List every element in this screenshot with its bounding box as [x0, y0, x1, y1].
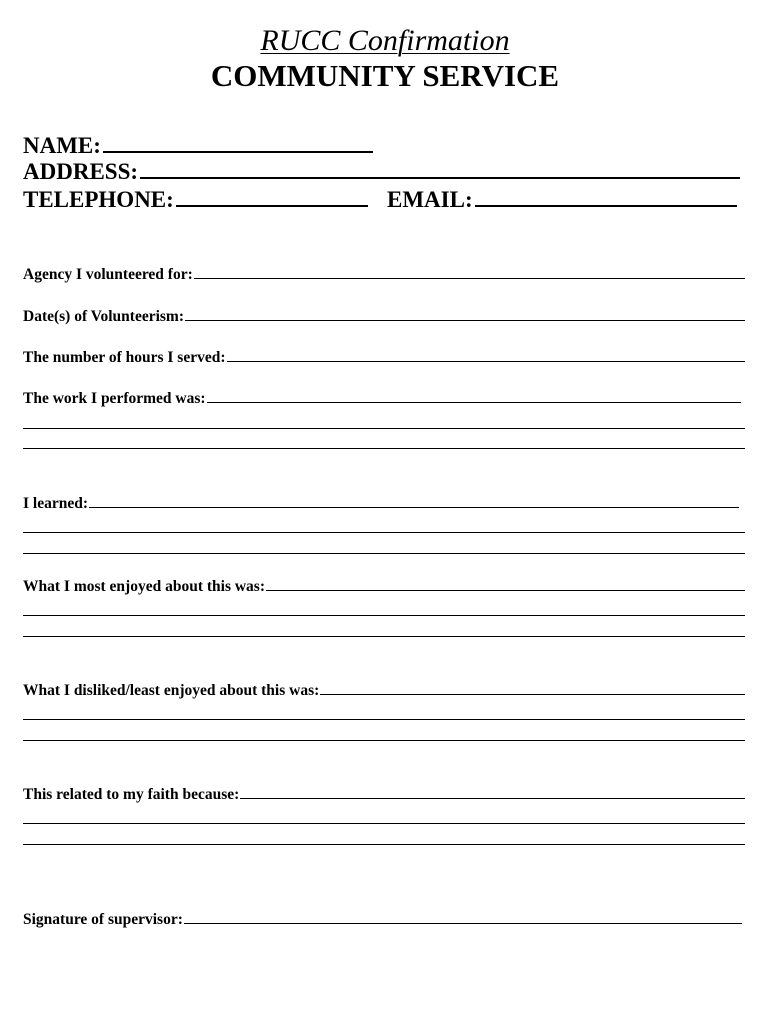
faith-row — [23, 784, 745, 805]
faith-label: This related to my faith because: — [23, 786, 240, 803]
enjoyed-field[interactable] — [266, 576, 745, 591]
learned-line-3[interactable] — [23, 553, 745, 554]
disliked-line-2[interactable] — [23, 719, 745, 720]
telephone-label: TELEPHONE: — [23, 187, 174, 212]
email-field[interactable] — [475, 185, 737, 207]
name-field[interactable] — [103, 131, 373, 153]
faith-line-2[interactable] — [23, 823, 745, 824]
email-row — [387, 185, 737, 214]
learned-line-2[interactable] — [23, 532, 745, 533]
email-label: EMAIL: — [387, 187, 473, 212]
dates-label: Date(s) of Volunteerism: — [23, 308, 185, 325]
faith-field[interactable] — [240, 784, 745, 799]
work-field[interactable] — [207, 388, 741, 403]
faith-line-3[interactable] — [23, 844, 745, 845]
signature-label: Signature of supervisor: — [23, 911, 183, 928]
dates-row — [23, 306, 745, 327]
hours-field[interactable] — [227, 347, 745, 362]
agency-field[interactable] — [194, 264, 745, 279]
work-line-3[interactable] — [23, 448, 745, 449]
enjoyed-label: What I most enjoyed about this was: — [23, 578, 265, 595]
agency-label: Agency I volunteered for: — [23, 266, 193, 283]
dates-field[interactable] — [185, 306, 745, 321]
work-line-2[interactable] — [23, 428, 745, 429]
name-label: NAME: — [23, 133, 101, 158]
learned-row — [23, 493, 739, 514]
form-subtitle: RUCC Confirmation — [260, 24, 510, 57]
hours-row — [23, 347, 745, 368]
name-row — [23, 131, 373, 160]
disliked-field[interactable] — [320, 680, 745, 695]
work-label: The work I performed was: — [23, 390, 206, 407]
address-field[interactable] — [140, 157, 740, 179]
telephone-field[interactable] — [176, 185, 368, 207]
form-title: COMMUNITY SERVICE — [210, 58, 560, 93]
learned-field[interactable] — [89, 493, 739, 508]
disliked-row — [23, 680, 745, 701]
hours-label: The number of hours I served: — [23, 349, 226, 366]
enjoyed-line-3[interactable] — [23, 636, 745, 637]
signature-field[interactable] — [184, 909, 742, 924]
address-label: ADDRESS: — [23, 159, 139, 184]
address-row — [23, 157, 740, 186]
telephone-row — [23, 185, 368, 214]
enjoyed-line-2[interactable] — [23, 615, 745, 616]
learned-label: I learned: — [23, 495, 89, 512]
disliked-label: What I disliked/least enjoyed about this was: — [23, 682, 320, 699]
disliked-line-3[interactable] — [23, 740, 745, 741]
agency-row — [23, 264, 745, 285]
work-row — [23, 388, 741, 409]
signature-row — [23, 909, 742, 930]
enjoyed-row — [23, 576, 745, 597]
